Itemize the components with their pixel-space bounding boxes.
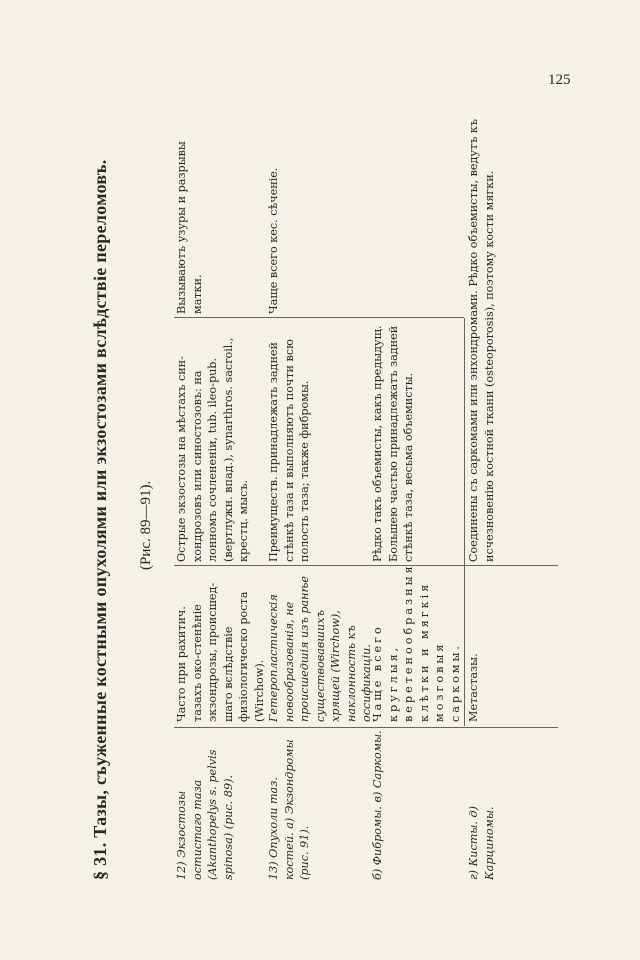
pelvis-type-cell: 12) Экзостозы остистаго таза (Akanthopelys s. pelvis spinosa) (рис. 89). — [175, 749, 235, 880]
location-cell: Рѣдко такъ объемисты, какъ предыдущ. Большею частью принадлежатъ задней стѣнкѣ таза, весьма объемисты. — [371, 325, 415, 562]
table-row — [266, 100, 373, 880]
pelvis-type-cell: г) Кисты. д) Карциномы. — [467, 806, 496, 880]
origin-cell: Чаще всего круглыя, веретенообразныя клѣтки и мягкія мозговыя саркомы. — [371, 563, 462, 722]
location-cell: Соединены съ саркомами или энхондромами. Рѣдко объемисты, ведутъ къ исчезновенію костной ткани (osteoporosis), поэтому кости мягки. — [467, 119, 496, 562]
section-title: § 31. Тазы, съуженные костными опухолями или экзостозами вслѣдствіе переломовъ. — [90, 159, 110, 880]
pelvis-type-cell: 13) Опухоли таз. костей. а) Экзондромы (рис. 91). — [267, 739, 311, 880]
location-cell: Острые экзостозы на мѣстахъ син-хондрозовъ или синостозовъ: на лонномъ сочлененіи, tub. ileo-pub. (вертлужн. впад.), synarthros. sacroil., крестц. мысъ. — [175, 337, 250, 562]
origin-cell: Метастазы. — [467, 653, 480, 722]
pelvis-type-cell: б) Фибромы. в) Саркомы. — [371, 730, 384, 880]
table-divider — [464, 318, 465, 726]
consequence-cell: Чаще всего кес. сѣченіе. — [267, 167, 280, 314]
page-number: 125 — [548, 72, 571, 88]
location-cell: Преимуществ. принадлежать задней стѣнкѣ таза и выполняютъ почти всю полость таза; также фибромы. — [267, 339, 311, 562]
table-row — [174, 100, 266, 880]
origin-cell: Часто при рахитич. тазахъ око-стенѣніе экзондрозы, происшед-шаго вслѣдствіе физіологическо роста (Wirchow). — [175, 582, 266, 722]
consequence-cell: Вызываютъ узуры и разрывы матки. — [175, 141, 204, 314]
rotated-page-content — [90, 100, 560, 880]
table-row — [370, 100, 462, 880]
table-row — [466, 100, 556, 880]
figure-reference: (Рис. 89—91). — [138, 480, 154, 570]
origin-cell: Гетеропластическія новообразованія, не происшедшія изъ ранѣе существовавшихъ хрящей (Wirchow), наклонность къ оссификаціи. — [267, 575, 373, 722]
